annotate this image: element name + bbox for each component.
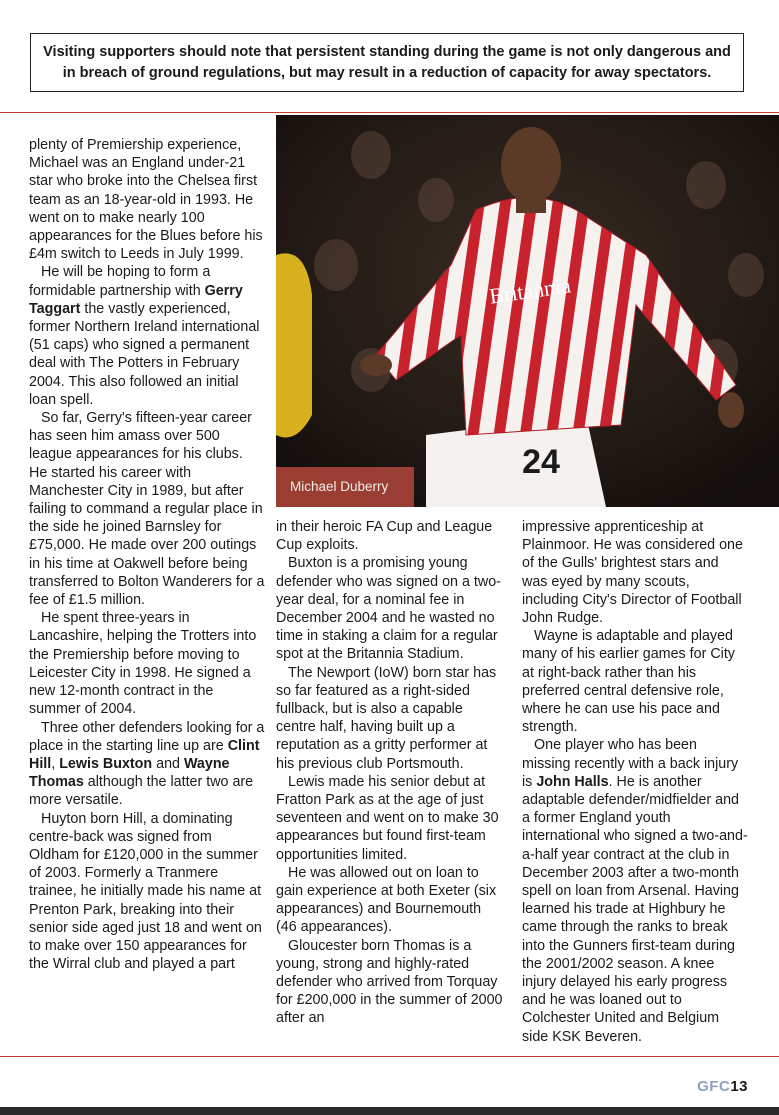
paragraph: in their heroic FA Cup and League Cup exploits.: [276, 519, 493, 554]
text: Three other defenders looking for a place in the starting line up are: [29, 719, 265, 754]
bottom-divider: [0, 1056, 779, 1057]
footer-brand: GFC: [697, 1078, 731, 1095]
top-divider: [0, 112, 779, 113]
paragraph: The Newport (IoW) born star has so far featured as a right-sided fullback, but is also a capable centre half, having built up a reputation as a gritty performer at his previous club Portsmouth.: [276, 664, 497, 772]
player-photo: [276, 115, 779, 507]
player-name: Gerry Taggart: [29, 282, 243, 317]
article-column-2: [276, 518, 504, 1050]
bottom-edge: [0, 1107, 779, 1115]
player-name: Wayne Thomas: [29, 755, 230, 791]
article-column-3: [522, 518, 748, 1050]
supporters-notice: Visiting supporters should note that persistent standing during the game is not only dangerous and in breach of ground regulations, but may result in a reduction of capacity for away spectators.: [30, 33, 744, 92]
text: and: [152, 755, 184, 772]
photo-caption: Michael Duberry: [276, 467, 414, 507]
player-name: Lewis Buxton: [59, 755, 153, 772]
paragraph: [522, 736, 748, 1045]
text: One player who has been missing recently with a back injury is: [522, 737, 739, 790]
paragraph: Gloucester born Thomas is a young, strong and highly-rated defender who arrived from Torquay for £200,000 in the summer of 2000 after an: [276, 937, 503, 1027]
paragraph: Lewis made his senior debut at Fratton Park as at the age of just seventeen and went on to make 30 appearances but found first-team opportunities limited.: [276, 773, 499, 863]
text: He will be hoping to form a formidable partnership with: [29, 264, 211, 299]
player-name: Clint Hill: [29, 737, 260, 772]
page-number: 13: [730, 1078, 748, 1095]
text: although the latter two are more versatile.: [29, 774, 254, 809]
paragraph: impressive apprenticeship at Plainmoor. He was considered one of the Gulls' brightest stars and was eyed by many scouts, including City's Director of Football John Rudge.: [522, 519, 743, 627]
paragraph: He spent three-years in Lancashire, helping the Trotters into the Premiership before moving to Leicester City in 1998. He signed a new 12-month contract in the summer of 2004.: [29, 610, 257, 718]
paragraph: plenty of Premiership experience, Michael was an England under-21 star who broke into the Chelsea first team as an 18-year-old in 1993. He went on to make nearly 100 appearances for the Blues before his £4m switch to Leeds in July 1999.: [29, 137, 263, 263]
paragraph: [29, 719, 265, 810]
paragraph: Wayne is adaptable and played many of his earlier games for City at right-back rather than his preferred central defensive role, where he can use his pace and strength.: [522, 628, 735, 736]
text: . He is another adaptable defender/midfielder and a former England youth international who signed a two-and-a-half year contract at the club in December 2003 after a two-month spell on loan from Arsenal. Having learned his trade at Highbury he came through the ranks to break into the Gunners first-team during the 2001/2002 season. A knee injury delayed his early progress and he was loaned out to Colchester United and Belgium side KSK Beveren.: [522, 773, 748, 1045]
shirt-sponsor: Britannia: [487, 272, 573, 309]
player-name: John Halls: [536, 773, 609, 790]
page-footer: [697, 1078, 748, 1095]
shirt-number: 24: [522, 443, 560, 481]
text: the vastly experienced, former Northern Ireland international (51 caps) who signed a permanent deal with The Potters in February 2004. This also followed an initial loan spell.: [29, 300, 260, 408]
text: ,: [51, 755, 60, 772]
paragraph: Buxton is a promising young defender who was signed on a two-year deal, for a nominal fee in December 2004 and he wasted no time in staking a claim for a regular spot at the Britannia Stadium.: [276, 555, 501, 663]
paragraph: So far, Gerry's fifteen-year career has seen him amass over 500 league appearances for his clubs. He started his career with Manchester City in 1989, but after failing to command a regular place in the side he joined Barnsley for £75,000. He made over 200 outings in his time at Oakwell before being transferred to Bolton Wanderers for a fee of £1.5 million.: [29, 410, 265, 609]
paragraph: He was allowed out on loan to gain experience at both Exeter (six appearances) and Bournemouth (46 appearances).: [276, 864, 497, 936]
paragraph: Huyton born Hill, a dominating centre-back was signed from Oldham for £120,000 in the summer of 2003. Formerly a Tranmere trainee, he initially made his name at Prenton Park, breaking into their senior side aged just 18 and went on to make over 150 appearances for the Wirral club and played a part: [29, 810, 262, 973]
paragraph: [29, 263, 265, 409]
article-column-1: [29, 136, 265, 1048]
